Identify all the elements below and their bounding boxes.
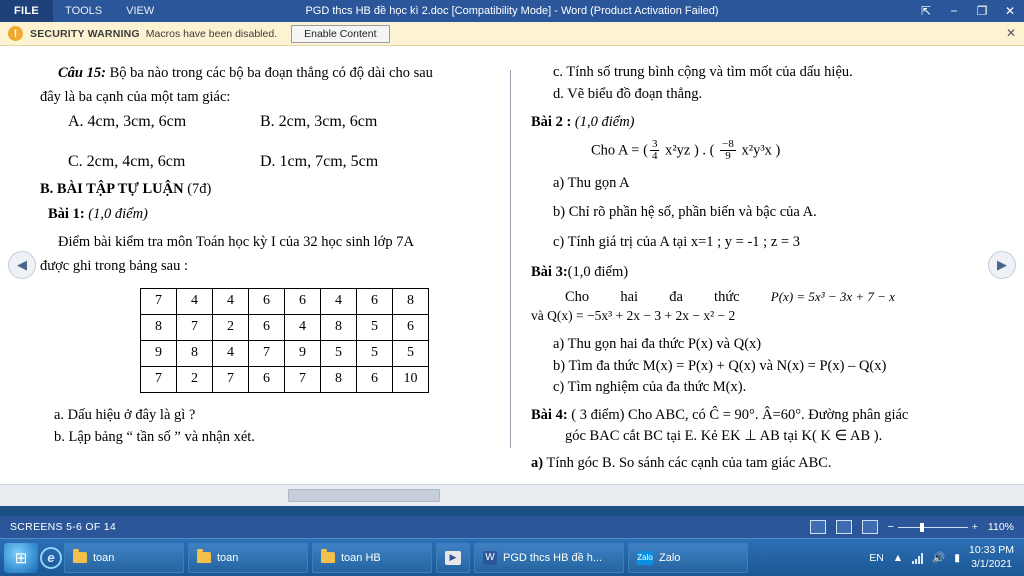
answer-a: A. 4cm, 3cm, 6cm bbox=[68, 112, 187, 130]
status-bar bbox=[0, 516, 1024, 538]
table-cell: 6 bbox=[357, 288, 393, 314]
window-controls bbox=[912, 0, 1024, 22]
bai4-line2: góc BAC cắt BC tại E. Kẻ EK ⊥ AB tại K( K ∈ AB ). bbox=[565, 428, 883, 445]
bai1-subquestions bbox=[40, 405, 496, 449]
zoom-out-button[interactable]: − bbox=[887, 521, 894, 533]
word-icon: W bbox=[483, 551, 497, 565]
table-cell: 6 bbox=[285, 288, 321, 314]
table-row bbox=[141, 288, 429, 314]
page-right-column bbox=[521, 62, 984, 484]
horizontal-scroll-thumb[interactable] bbox=[288, 489, 440, 502]
table-cell: 7 bbox=[213, 366, 249, 392]
table-cell: 2 bbox=[213, 314, 249, 340]
file-tab[interactable]: FILE bbox=[0, 0, 53, 22]
bai1-label: Bài 1: bbox=[48, 205, 85, 222]
next-page-button[interactable]: ▶ bbox=[988, 251, 1016, 279]
table-cell: 7 bbox=[141, 288, 177, 314]
maximize-icon[interactable]: ❐ bbox=[976, 4, 988, 18]
table-cell: 6 bbox=[393, 314, 429, 340]
table-cell: 8 bbox=[321, 366, 357, 392]
table-row bbox=[141, 366, 429, 392]
warning-icon: ! bbox=[8, 26, 23, 41]
table-cell: 7 bbox=[177, 314, 213, 340]
bai1-points: (1,0 điểm) bbox=[84, 205, 148, 222]
question-15 bbox=[40, 62, 496, 84]
bai4-a-text: Tính góc B. So sánh các cạnh của tam giác ABC. bbox=[543, 455, 832, 472]
print-layout-icon[interactable] bbox=[836, 520, 852, 534]
table-cell: 10 bbox=[393, 366, 429, 392]
restore-down-icon[interactable]: ⇱ bbox=[920, 4, 932, 18]
table-cell: 2 bbox=[177, 366, 213, 392]
answer-d: D. 1cm, 7cm, 5cm bbox=[260, 152, 379, 170]
previous-page-button[interactable]: ◀ bbox=[8, 251, 36, 279]
network-icon[interactable] bbox=[912, 552, 923, 564]
security-warning-label: SECURITY WARNING bbox=[30, 27, 140, 40]
table-cell: 6 bbox=[357, 366, 393, 392]
taskbar-item-toan-2[interactable] bbox=[188, 543, 308, 573]
taskbar-item-zalo[interactable] bbox=[628, 543, 748, 573]
security-warning-text: Macros have been disabled. bbox=[145, 27, 278, 40]
bai3-heading bbox=[531, 264, 984, 281]
table-cell: 7 bbox=[285, 366, 321, 392]
minimize-icon[interactable]: − bbox=[950, 4, 958, 18]
bai1-line2: được ghi trong bảng sau : bbox=[40, 258, 189, 275]
scores-table bbox=[140, 288, 429, 393]
bai1-sub-b: b. Lập bảng “ tần số ” và nhận xét. bbox=[54, 428, 255, 445]
folder-icon bbox=[321, 552, 335, 563]
bai4-label: Bài 4: bbox=[531, 407, 568, 424]
bai3-a: a) Thu gọn hai đa thức P(x) và Q(x) bbox=[553, 335, 762, 352]
bai2-label: Bài 2 : bbox=[531, 113, 572, 130]
screens-indicator[interactable]: SCREENS 5-6 OF 14 bbox=[10, 521, 117, 533]
zoom-slider[interactable] bbox=[888, 521, 978, 533]
section-b-points: (7đ) bbox=[183, 180, 212, 197]
window-title: PGD thcs HB đề học kì 2.doc [Compatibility Mode] - Word (Product Activation Failed) bbox=[305, 5, 719, 17]
bai3-word-thuc: thức bbox=[714, 288, 740, 305]
bai3-polynomial-q: và Q(x) = −5x³ + 2x − 3 + 2x − x² − 2 bbox=[531, 307, 736, 323]
answer-row-1 bbox=[40, 113, 496, 131]
table-cell: 5 bbox=[393, 340, 429, 366]
answer-row-2 bbox=[40, 153, 496, 171]
bai2-a: a) Thu gọn A bbox=[553, 174, 630, 191]
table-cell: 8 bbox=[321, 314, 357, 340]
dismiss-warning-icon[interactable]: ✕ bbox=[1005, 26, 1016, 40]
menu-tools[interactable]: TOOLS bbox=[65, 5, 103, 17]
table-cell: 4 bbox=[285, 314, 321, 340]
zoom-track[interactable] bbox=[898, 527, 968, 528]
taskbar-item-toan-hb[interactable] bbox=[312, 543, 432, 573]
clock-date: 3/1/2021 bbox=[971, 557, 1012, 570]
horizontal-scrollbar[interactable] bbox=[0, 484, 1024, 506]
table-cell: 9 bbox=[285, 340, 321, 366]
zoom-knob[interactable] bbox=[920, 523, 924, 532]
bai1-sub-a: a. Dấu hiệu ở đây là gì ? bbox=[54, 406, 196, 423]
bai3-intro-line bbox=[565, 289, 895, 306]
fraction-denominator: 9 bbox=[725, 150, 731, 163]
battery-icon[interactable]: ▮ bbox=[954, 551, 961, 564]
zoom-level[interactable]: 110% bbox=[987, 521, 1014, 533]
taskbar-item-label: toan bbox=[93, 551, 115, 564]
status-right-group bbox=[810, 520, 1014, 534]
table-row bbox=[141, 314, 429, 340]
answer-c: C. 2cm, 4cm, 6cm bbox=[68, 152, 186, 170]
show-hidden-icon[interactable]: ▲ bbox=[892, 551, 904, 564]
media-player-icon: ▶ bbox=[445, 551, 461, 565]
bai2-b: b) Chỉ rõ phần hệ số, phần biến và bậc của A. bbox=[553, 204, 817, 221]
taskbar bbox=[0, 538, 1024, 576]
question-15-label: Câu 15: bbox=[58, 65, 106, 81]
table-cell: 5 bbox=[321, 340, 357, 366]
bai2-formula bbox=[591, 139, 984, 163]
fraction-denominator: 4 bbox=[651, 150, 658, 163]
table-cell: 5 bbox=[357, 314, 393, 340]
title-bar bbox=[0, 0, 1024, 22]
bai3-c: c) Tìm nghiệm của đa thức M(x). bbox=[553, 379, 747, 396]
start-button[interactable]: ⊞ bbox=[4, 543, 38, 573]
table-cell: 6 bbox=[249, 288, 285, 314]
column-divider bbox=[510, 70, 511, 448]
fraction-numerator: 3 bbox=[651, 137, 658, 150]
zoom-in-button[interactable]: + bbox=[971, 521, 978, 533]
section-b-title: B. BÀI TẬP TỰ LUẬN bbox=[40, 180, 184, 197]
taskbar-item-label: Zalo bbox=[659, 551, 681, 564]
formula-suffix: x²y³x ) bbox=[737, 141, 781, 158]
table-row bbox=[141, 340, 429, 366]
internet-explorer-icon[interactable]: e bbox=[40, 547, 62, 569]
bai3-polynomial-p: P(x) = 5x³ − 3x + 7 − x bbox=[770, 288, 895, 304]
table-cell: 9 bbox=[141, 340, 177, 366]
taskbar-item-label: toan HB bbox=[341, 551, 381, 564]
table-cell: 7 bbox=[141, 366, 177, 392]
bai3-label: Bài 3: bbox=[531, 263, 568, 280]
table-cell: 8 bbox=[393, 288, 429, 314]
bai4-line1 bbox=[531, 407, 984, 424]
table-cell: 4 bbox=[213, 340, 249, 366]
taskbar-item-toan-1[interactable] bbox=[64, 543, 184, 573]
formula-middle: x²yz ) . ( bbox=[661, 141, 719, 158]
table-cell: 8 bbox=[141, 314, 177, 340]
menu-view[interactable]: VIEW bbox=[126, 5, 155, 17]
zalo-icon: Zalo bbox=[637, 551, 653, 565]
table-cell: 5 bbox=[357, 340, 393, 366]
system-tray bbox=[869, 544, 1020, 570]
answer-b: B. 2cm, 3cm, 6cm bbox=[260, 112, 378, 130]
table-cell: 4 bbox=[213, 288, 249, 314]
bai3-word-cho: Cho bbox=[565, 288, 590, 305]
bai3-word-hai: hai bbox=[620, 288, 639, 305]
taskbar-item-label: toan bbox=[217, 551, 239, 564]
bai2-c: c) Tính giá trị của A tại x=1 ; y = -1 ; z = 3 bbox=[553, 234, 800, 251]
table-cell: 8 bbox=[177, 340, 213, 366]
bai4-a-label: a) bbox=[531, 455, 544, 472]
folder-icon bbox=[73, 552, 87, 563]
formula-prefix: Cho A = ( bbox=[591, 141, 648, 158]
bai3-word-da: đa bbox=[669, 288, 683, 305]
volume-icon[interactable]: 🔊 bbox=[932, 552, 946, 564]
bai2-heading bbox=[531, 114, 984, 131]
question-15-text: Bộ ba nào trong các bộ ba đoạn thẳng có độ dài cho sau bbox=[105, 65, 433, 81]
item-d: d. Vẽ biểu đồ đoạn thẳng. bbox=[553, 85, 703, 102]
document-page[interactable] bbox=[0, 46, 1024, 484]
enable-content-button[interactable]: Enable Content bbox=[291, 25, 389, 43]
taskbar-item-word[interactable] bbox=[474, 543, 624, 573]
table-cell: 4 bbox=[321, 288, 357, 314]
question-15-text2: đây là ba cạnh của một tam giác: bbox=[40, 89, 231, 106]
item-c: c. Tính số trung bình cộng và tìm mốt của dấu hiệu. bbox=[553, 64, 853, 80]
bai4-text1: ( 3 điểm) Cho ABC, có Ĉ = 90°. Â=60°. Đường phân giác bbox=[567, 407, 909, 424]
read-mode-icon[interactable] bbox=[810, 520, 826, 534]
language-indicator[interactable]: EN bbox=[869, 551, 884, 564]
section-b-heading bbox=[40, 181, 496, 198]
taskbar-item-media-player[interactable] bbox=[436, 543, 470, 573]
close-icon[interactable]: ✕ bbox=[1004, 4, 1016, 18]
bai2-points: (1,0 điểm) bbox=[571, 113, 635, 130]
taskbar-item-label: PGD thcs HB đề h... bbox=[503, 551, 603, 564]
fraction-numerator: −8 bbox=[722, 137, 734, 150]
page-left-column bbox=[40, 62, 510, 484]
clock-time: 10:33 PM bbox=[969, 544, 1014, 557]
table-cell: 4 bbox=[177, 288, 213, 314]
fraction-3-4 bbox=[650, 139, 660, 163]
fraction-minus8-9 bbox=[720, 139, 736, 163]
bai1-heading bbox=[40, 206, 496, 223]
security-warning-bar bbox=[0, 22, 1024, 46]
table-cell: 6 bbox=[249, 314, 285, 340]
document-area bbox=[0, 46, 1024, 506]
clock[interactable] bbox=[969, 544, 1014, 570]
web-layout-icon[interactable] bbox=[862, 520, 878, 534]
table-cell: 7 bbox=[249, 340, 285, 366]
folder-icon bbox=[197, 552, 211, 563]
table-cell: 6 bbox=[249, 366, 285, 392]
bai1-line1: Điểm bài kiểm tra môn Toán học kỳ I của 32 học sinh lớp 7A bbox=[58, 233, 414, 250]
bai4-a bbox=[531, 455, 984, 472]
bai3-points: (1,0 điểm) bbox=[567, 263, 629, 280]
bai3-b: b) Tìm đa thức M(x) = P(x) + Q(x) và N(x) = P(x) – Q(x) bbox=[553, 357, 887, 374]
